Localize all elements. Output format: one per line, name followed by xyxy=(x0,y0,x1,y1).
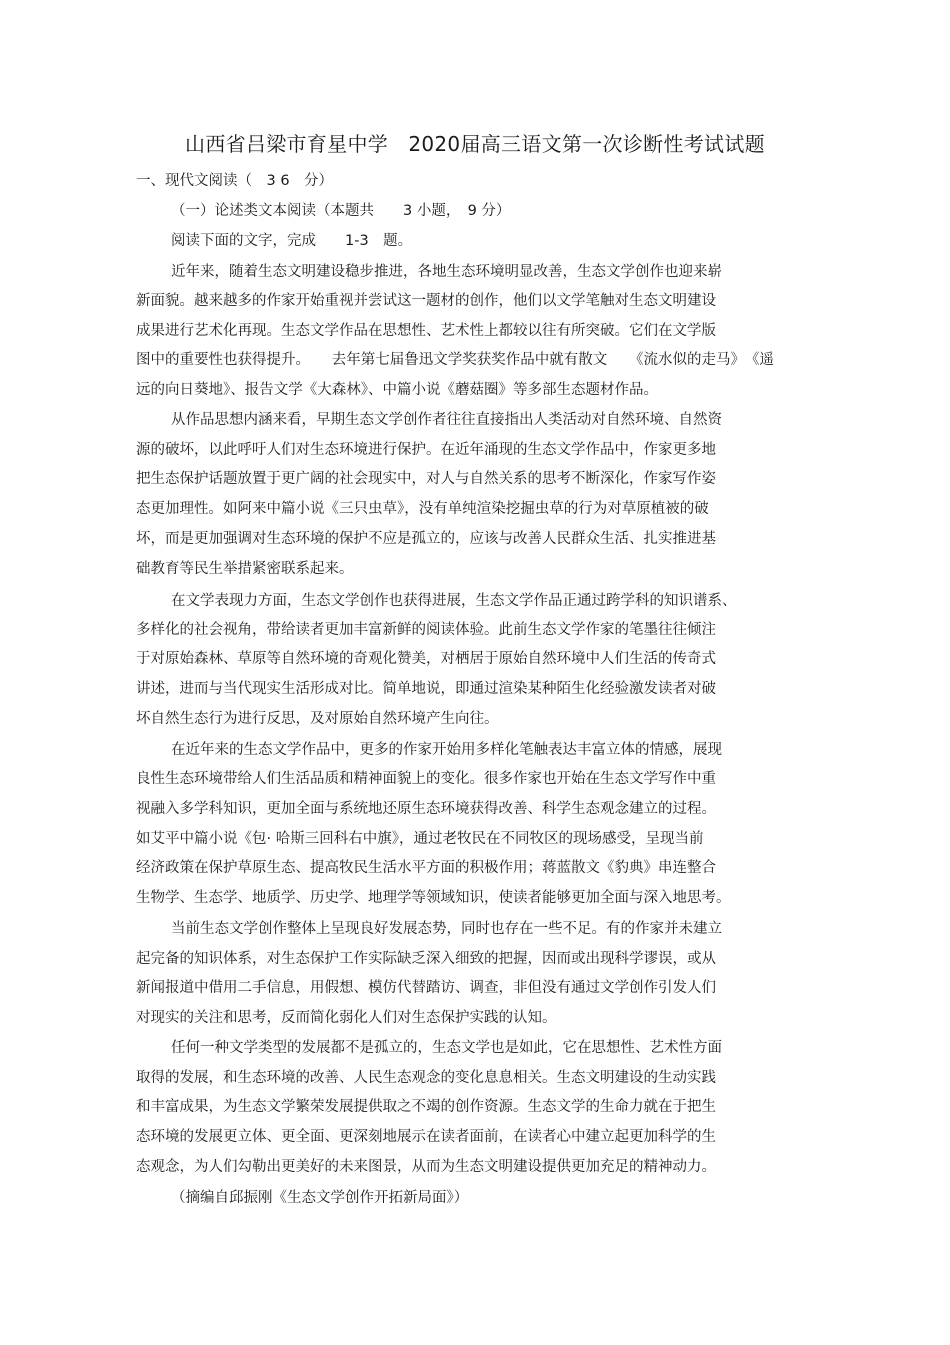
paragraph-line: 在文学表现力方面，生态文学创作也获得进展，生态文学作品正通过跨学科的知识谱系、 xyxy=(171,593,737,609)
paragraph-line: 新闻报道中借用二手信息，用假想、模仿代替踏访、调查，非但没有通过文学创作引发人们 xyxy=(136,980,716,996)
paragraph-line: 良性生态环境带给人们生活品质和精神面貌上的变化。很多作家也开始在生态文学写作中重 xyxy=(136,771,716,787)
paragraph-line: 近年来，随着生态文明建设稳步推进，各地生态环境明显改善，生态文学创作也迎来崭 xyxy=(171,264,722,280)
document-title: 山西省吕梁市育星中学 2020届高三语文第一次诊断性考试试题 xyxy=(185,132,765,156)
reading-instruction: 阅读下面的文字，完成 1-3 题。 xyxy=(171,233,413,249)
paragraph-line: 成果进行艺术化再现。生态文学作品在思想性、艺术性上都较以往有所突破。它们在文学版 xyxy=(136,323,716,339)
source-citation: （摘编自邱振刚《生态文学创作开拓新局面》） xyxy=(171,1190,469,1206)
paragraph-line: 对现实的关注和思考，反而简化弱化人们对生态保护实践的认知。 xyxy=(136,1010,557,1026)
paragraph-line: 视融入多学科知识，更加全面与系统地还原生态环境获得改善、科学生态观念建立的过程。 xyxy=(136,801,716,817)
paragraph-line: 态更加理性。如阿来中篇小说《三只虫草》，没有单纯渲染挖掘虫草的行为对草原植被的破 xyxy=(136,501,709,517)
paragraph-line: 从作品思想内涵来看，早期生态文学创作者往往直接指出人类活动对自然环境、自然资 xyxy=(171,412,722,428)
paragraph-line: 生物学、生态学、地质学、历史学、地理学等领域知识，使读者能够更加全面与深入地思考。 xyxy=(136,890,731,906)
paragraph-line: 取得的发展，和生态环境的改善、人民生态观念的变化息息相关。生态文明建设的生动实践 xyxy=(136,1070,716,1086)
paragraph-line: 新面貌。越来越多的作家开始重视并尝试这一题材的创作，他们以文学笔触对生态文明建设 xyxy=(136,293,716,309)
paragraph-line: 态观念，为人们勾勒出更美好的未来图景，从而为生态文明建设提供更加充足的精神动力。 xyxy=(136,1159,716,1175)
paragraph-line: 和丰富成果，为生态文学繁荣发展提供取之不竭的创作资源。生态文学的生命力就在于把生 xyxy=(136,1099,716,1115)
paragraph-line: 讲述，进而与当代现实生活形成对比。简单地说，即通过渲染某种陌生化经验激发读者对破 xyxy=(136,681,716,697)
paragraph-line: 态环境的发展更立体、更全面、更深刻地展示在读者面前，在读者心中建立起更加科学的生 xyxy=(136,1129,716,1145)
paragraph-line: 远的向日葵地》、报告文学《大森林》、中篇小说《蘑菇圈》等多部生态题材作品。 xyxy=(136,382,658,398)
paragraph-line: 如艾平中篇小说《包· 哈斯三回科右中旗》，通过老牧民在不同牧区的现场感受，呈现当前 xyxy=(136,831,704,847)
paragraph-line: 把生态保护话题放置于更广阔的社会现实中，对人与自然关系的思考不断深化，作家写作姿 xyxy=(136,471,716,487)
paragraph-line: 在近年来的生态文学作品中，更多的作家开始用多样化笔触表达丰富立体的情感，展现 xyxy=(171,742,722,758)
paragraph-line: 坏，而是更加强调对生态环境的保护不应是孤立的，应该与改善人民群众生活、扎实推进基 xyxy=(136,531,716,547)
paragraph-line: 坏自然生态行为进行反思，及对原始自然环境产生向往。 xyxy=(136,711,499,727)
paragraph-line: 经济政策在保护草原生态、提高牧民生活水平方面的积极作用；蒋蓝散文《豹典》串连整合 xyxy=(136,860,716,876)
paragraph-line: 础教育等民生举措紧密联系起来。 xyxy=(136,561,354,577)
subsection-heading: （一）论述类文本阅读（本题共 3 小题， 9 分） xyxy=(171,203,511,219)
paragraph-line: 图中的重要性也获得提升。 去年第七届鲁迅文学奖获奖作品中就有散文 《流水似的走马》 《遥 xyxy=(136,352,774,368)
section-heading: 一、现代文阅读（ 3 6 分） xyxy=(136,173,334,189)
paragraph-line: 起完备的知识体系，对生态保护工作实际缺乏深入细致的把握，因而或出现科学谬误，或从 xyxy=(136,951,716,967)
paragraph-line: 多样化的社会视角，带给读者更加丰富新鲜的阅读体验。此前生态文学作家的笔墨往往倾注 xyxy=(136,622,716,638)
paragraph-line: 于对原始森林、草原等自然环境的奇观化赞美，对栖居于原始自然环境中人们生活的传奇式 xyxy=(136,651,716,667)
paragraph-line: 当前生态文学创作整体上呈现良好发展态势，同时也存在一些不足。有的作家并未建立 xyxy=(171,921,722,937)
paragraph-line: 源的破坏，以此呼吁人们对生态环境进行保护。在近年涌现的生态文学作品中，作家更多地 xyxy=(136,442,716,458)
paragraph-line: 任何一种文学类型的发展都不是孤立的，生态文学也是如此，它在思想性、艺术性方面 xyxy=(171,1040,722,1056)
